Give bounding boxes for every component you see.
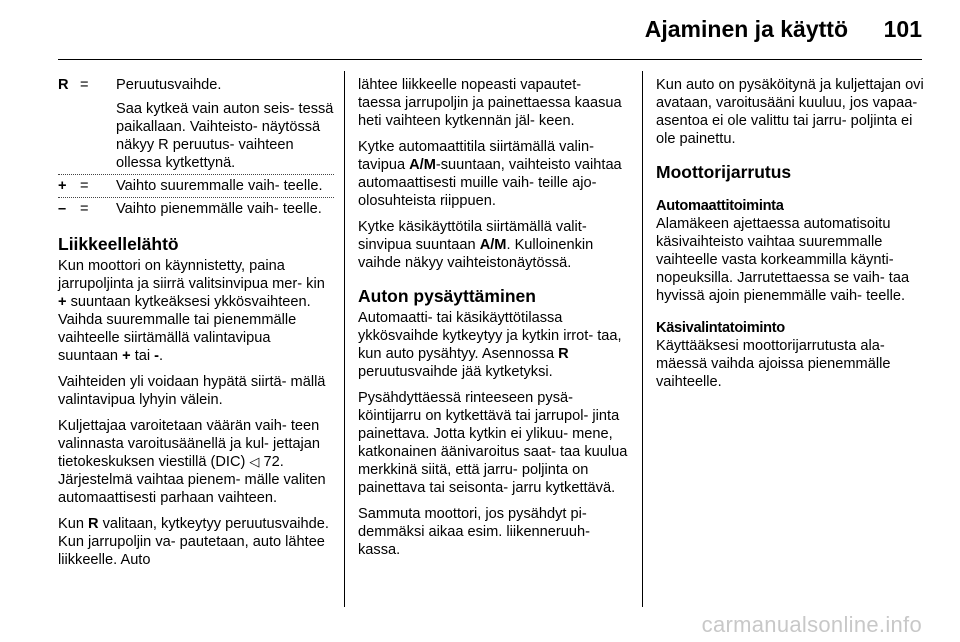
definition-equals: =	[80, 201, 89, 217]
column-2	[358, 76, 628, 567]
definition-row	[58, 76, 334, 175]
paragraph: Käyttääksesi moottorijarrutusta ala- mäessä vaihda ajoissa pienemmälle vaihteelle.	[656, 338, 891, 390]
paragraph: Kuljettajaa varoitetaan väärän vaih- teen valinnasta varoitusäänellä ja kul- jettajan tietokeskuksen viestillä (DIC) ◁ 72. Järjestelmä vaihtaa pienem- mälle valiten automaattisesti parhaan vaihteen.	[58, 418, 326, 506]
definition-key: –	[58, 201, 67, 217]
column-divider-2	[642, 71, 643, 607]
section-heading-auton-pysayttaminen: Auton pysäyttäminen	[358, 286, 536, 306]
section-heading-moottorijarrutus: Moottorijarrutus	[656, 162, 792, 182]
definition-text	[116, 76, 334, 172]
page-number: 101	[883, 16, 922, 42]
column-3	[656, 76, 926, 399]
paragraph: Kytke automaattitila siirtämällä valin- tavipua A/M-suuntaan, vaihteisto vaihtaa automaattisesti muille vaih- teille ajo-olosuhteista riippuen.	[358, 139, 622, 209]
definition-equals: =	[80, 178, 89, 194]
paragraph: Alamäkeen ajettaessa automatisoitu käsivaihteisto vaihtaa suuremmalle vaihteelle vasta korkeammilla käynti- nopeuksilla. Jarrutettaessa se vaih- taa hyvissä ajoin pienemmälle vaih- teelle.	[656, 216, 910, 304]
subheading-automaattitoiminta: Automaattitoiminta	[656, 198, 784, 214]
paragraph: Kun auto on pysäköitynä ja kuljettajan ovi avataan, varoitusääni kuuluu, jos vapaa-asentoa ei ole valittu tai jarru- poljinta ei ole painettu.	[656, 77, 924, 147]
page-reference-link: 72. Järjestelmä vaihtaa pienem- mälle valiten automaattisesti parhaan vaihteen.	[58, 454, 326, 506]
gear-definition-list	[58, 76, 334, 220]
column-divider-1	[344, 71, 345, 607]
paragraph: Pysähdyttäessä rinteeseen pysä- köintijarru on kytkettävä tai jarrupol- jinta painettava. Jotta kytkin ei ylikuu- mene, katkonainen äänivaroitus saat- taa kuulua merkkinä siitä, että jarru- poljinta on painettava tai seisonta- jarru kytkettävä.	[358, 390, 628, 496]
paragraph: Sammuta moottori, jos pysähdyt pi- demmäksi aikaa esim. liikenneruuh- kassa.	[358, 506, 590, 558]
paragraph: Vaihteiden yli voidaan hypätä siirtä- mällä valintavipua lyhyin välein.	[58, 374, 326, 408]
definition-equals: =	[80, 77, 89, 93]
definition-main: Peruutusvaihde.	[116, 77, 222, 93]
section-heading-liikkeellelahto: Liikkeellelähtö	[58, 234, 179, 254]
definition-key: +	[58, 178, 67, 194]
watermark: carmanualsonline.info	[701, 612, 922, 637]
column-1	[58, 76, 334, 577]
paragraph: lähtee liikkeelle nopeasti vapautet- taessa jarrupoljin ja painettaessa kaasua heti vaihteen kytkennän jäl- keen.	[358, 77, 622, 129]
definition-row	[58, 200, 334, 220]
subheading-kasivalintatoiminto: Käsivalintatoiminto	[656, 320, 785, 336]
definition-key: R	[58, 77, 69, 93]
definition-row	[58, 177, 334, 198]
header-divider	[58, 59, 922, 60]
paragraph: Kun moottori on käynnistetty, paina jarrupoljinta ja siirrä valitsinvipua mer- kin + suuntaan kytkeäksesi ykkösvaihteen. Vaihda suuremmalle tai pienemmälle vaihteelle siirtämällä valintavipua suuntaan + tai -.	[58, 258, 325, 364]
section-title: Ajaminen ja käyttö	[644, 16, 848, 42]
paragraph: Kytke käsikäyttötila siirtämällä valit- sinvipua suuntaan A/M. Kulloinenkin vaihde näkyy vaihteistonäytössä.	[358, 219, 594, 271]
paragraph: Automaatti- tai käsikäyttötilassa ykkösvaihde kytkeytyy ja kytkin irrot- taa, kun auto pysähtyy. Asennossa R peruutusvaihde jää kytketyksi.	[358, 310, 622, 380]
page-reference-arrow-icon[interactable]: ◁	[249, 454, 260, 469]
definition-text: Vaihto pienemmälle vaih- teelle.	[116, 201, 322, 217]
definition-text: Vaihto suuremmalle vaih- teelle.	[116, 178, 323, 194]
definition-sub: Saa kytkeä vain auton seis- tessä paikallaan. Vaihteisto- näytössä näkyy R peruutus- vaihteen ollessa kytkettynä.	[116, 101, 334, 171]
paragraph: Kun R valitaan, kytkeytyy peruutusvaihde. Kun jarrupoljin va- pautetaan, auto lähtee liikkeelle. Auto	[58, 516, 329, 568]
